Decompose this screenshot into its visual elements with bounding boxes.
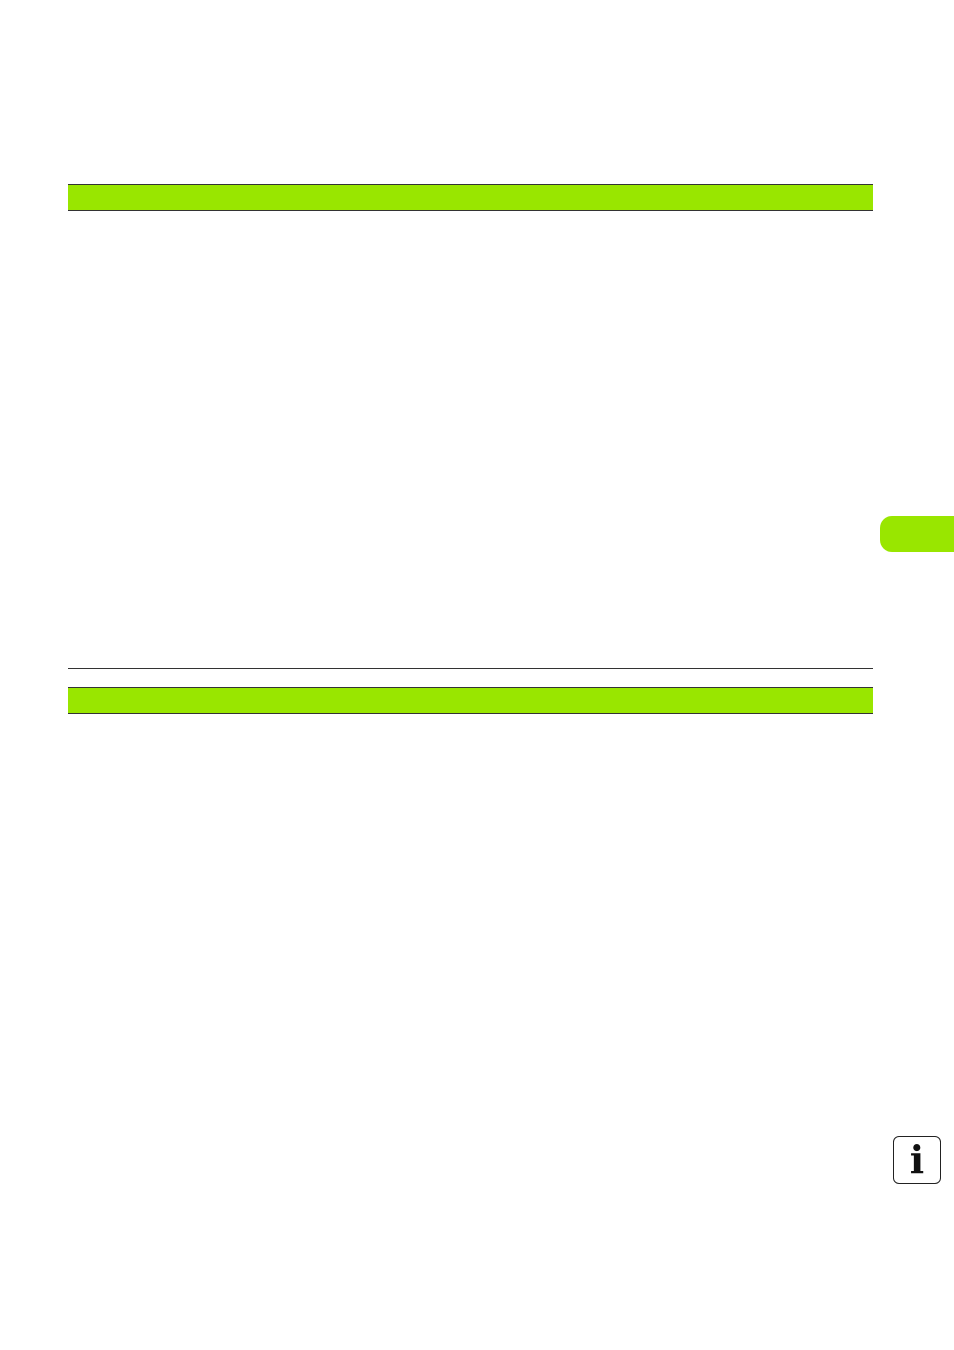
- section-header-machining: [68, 687, 873, 714]
- chapter-tab: [880, 516, 954, 552]
- section-divider: [68, 668, 873, 669]
- info-icon: i: [893, 1136, 941, 1184]
- section-header-y-axis: [68, 184, 873, 211]
